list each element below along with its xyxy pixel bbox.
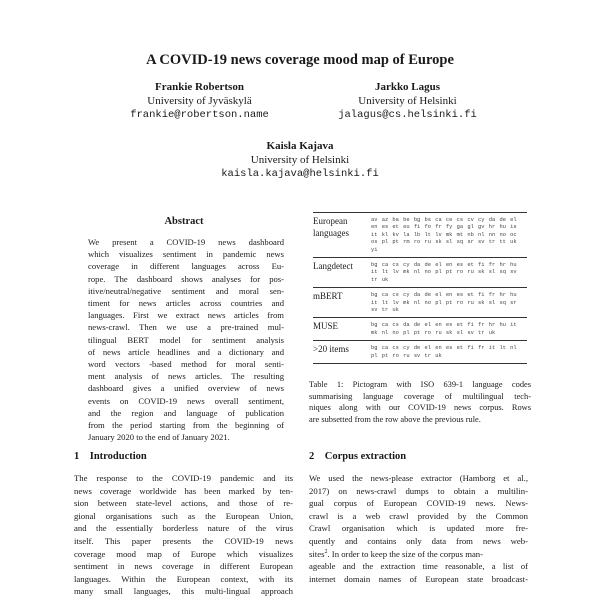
body-line: Crawl organisation which is updated more fre-	[309, 523, 528, 534]
footnote-marker[interactable]: 2	[324, 548, 328, 555]
body-line: quently and contains only data from news web-	[309, 535, 528, 546]
author-block-1	[112, 80, 287, 122]
row-label: Langdetect	[313, 261, 353, 272]
caption-line: summarising language coverage of multilingual tech-	[309, 391, 531, 401]
author-email: jalagus@cs.helsinki.fi	[338, 109, 477, 121]
section-heading-corpus-extraction	[309, 451, 406, 462]
row-label: European languages	[313, 216, 349, 238]
body-line: languages. Within the European context, with its	[74, 573, 293, 584]
abstract-line: dashboard gives a unified overview of news	[88, 383, 284, 394]
author-block-2	[320, 80, 495, 122]
row-codes: bg ca cs da de el en es et fi fr hr hu it mk nl no pl pt ro ru sk sl sv tr uk	[371, 322, 517, 336]
abstract-line: and the region and language of publication	[88, 407, 284, 418]
abstract-line: coverage in different languages across Eu-	[88, 261, 284, 272]
row-codes: bg ca cs cy de el en es et fi fr it lt nl pl pt ro ru sv tr uk	[371, 345, 517, 359]
body-line: coverage mood map of Europe which visualizes	[74, 548, 293, 559]
abstract-line: tilingual BERT model for sentiment analysis	[88, 334, 284, 345]
language-table	[313, 212, 527, 364]
body-line: The response to the COVID-19 pandemic and its	[74, 473, 293, 483]
section-title: Corpus extraction	[324, 451, 407, 462]
section-heading-introduction	[74, 451, 147, 462]
row-label: >20 items	[313, 344, 349, 355]
abstract-line: rope. The dashboard shows analyses for pos-	[88, 273, 284, 284]
row-label: mBERT	[313, 291, 343, 302]
abstract-line: which visualizes sentiment in pandemic news	[88, 249, 284, 260]
author-name: Jarkko Lagus	[374, 81, 441, 93]
author-affiliation: University of Jyväskylä	[147, 95, 252, 107]
table-row	[313, 318, 527, 341]
body-line: crawl is a web crawl provided by the Common	[309, 510, 528, 521]
caption-line: Table 1: Pictogram with ISO 639-1 language codes	[309, 380, 531, 389]
abstract-line: word vectors -based method for moral senti-	[88, 359, 284, 370]
abstract-line: timent for news articles across countries and	[88, 298, 284, 309]
body-line: We used the news-please extractor (Hamborg et al.,	[309, 473, 528, 483]
body-line: gional organisations such as the European Union,	[74, 510, 293, 521]
abstract-line: January 2020 to the end of January 2021.	[88, 432, 230, 443]
introduction-body	[74, 472, 293, 598]
table-row	[313, 288, 527, 318]
table-row	[313, 212, 527, 258]
author-name: Frankie Robertson	[155, 81, 244, 93]
author-email: frankie@robertson.name	[130, 109, 269, 121]
row-codes: bg ca cs cy da de el en es et fi fr hr hu it lt lv mk nl no pl pt ro ru sk sl sq sr sv tr uk	[371, 292, 517, 314]
abstract-line: from the period starting from the beginning of	[88, 420, 284, 431]
author-block-3	[200, 139, 400, 181]
body-line: sion between state-level actions, and those of re-	[74, 498, 293, 509]
abstract-line: news-crawl. Then we use a pre-trained mul-	[88, 322, 284, 333]
abstract-line: ment analysis of news articles. The resulting	[88, 371, 284, 382]
body-line: sentiment in news coverage in different European	[74, 561, 293, 572]
body-line	[309, 548, 528, 561]
body-line: internet domain names of European state broadcast-	[309, 573, 528, 584]
table-caption	[309, 379, 531, 425]
abstract-line: events on COVID-19 news overall sentiment,	[88, 395, 284, 406]
author-email: kaisla.kajava@helsinki.fi	[221, 168, 379, 180]
body-line: itself. This paper presents the COVID-19 news	[74, 535, 293, 546]
row-codes: av az ba be bg bs ca ce cs cv cy da de el en es et eu fi fo fr fy ga gl gv hr hu is it kl kv la lb lt lv mk mt nb nl nn no oc os pl pt rm ro ru sk sl sq sr sv tr tt uk yi	[371, 217, 517, 253]
author-affiliation: University of Helsinki	[358, 95, 457, 107]
abstract-heading: Abstract	[164, 216, 204, 227]
abstract-body	[88, 236, 284, 443]
row-label: MUSE	[313, 321, 339, 332]
abstract-line: itive/neutral/negative sentiment and moral sen-	[88, 285, 284, 296]
abstract-line: of news article headlines and a dictionary and	[88, 346, 284, 357]
author-affiliation: University of Helsinki	[250, 154, 350, 166]
body-line: news coverage worldwide has been marked by ten-	[74, 485, 293, 496]
row-codes: bg ca cs cy da de el en es et fi fr hr hu it lt lv mk nl no pl pt ro ru sk sl sq sv tr uk	[371, 262, 517, 283]
section-number: 2	[309, 451, 315, 462]
body-line: many small languages, this multi-lingual approach	[74, 586, 293, 597]
section-title: Introduction	[89, 451, 147, 462]
abstract-line: We present a COVID-19 news dashboard	[88, 237, 284, 247]
paper-title: A COVID-19 news coverage mood map of Europe	[146, 52, 454, 68]
body-line: gual corpus of European COVID-19 news. News-	[309, 498, 528, 509]
body-line: ageable and the extraction time reasonable, a list of	[309, 561, 528, 572]
body-fragment: sites	[309, 548, 325, 559]
table-row	[313, 341, 527, 364]
caption-line: are subsetted from the row above the previous rule.	[309, 414, 481, 424]
corpus-extraction-body	[309, 472, 528, 585]
author-name: Kaisla Kajava	[266, 140, 334, 152]
abstract-line: languages. First we extract news articles from	[88, 310, 284, 321]
body-line: 2017) on news-crawl dumps to obtain a multilin-	[309, 485, 528, 496]
table-row	[313, 258, 527, 288]
body-line: and the essentially borderless nature of the virus	[74, 523, 293, 534]
caption-line: niques along with our COVID-19 news corpus. Rows	[309, 403, 531, 412]
body-fragment: . In order to keep the size of the corpus man-	[327, 548, 484, 559]
section-number: 1	[74, 451, 80, 462]
